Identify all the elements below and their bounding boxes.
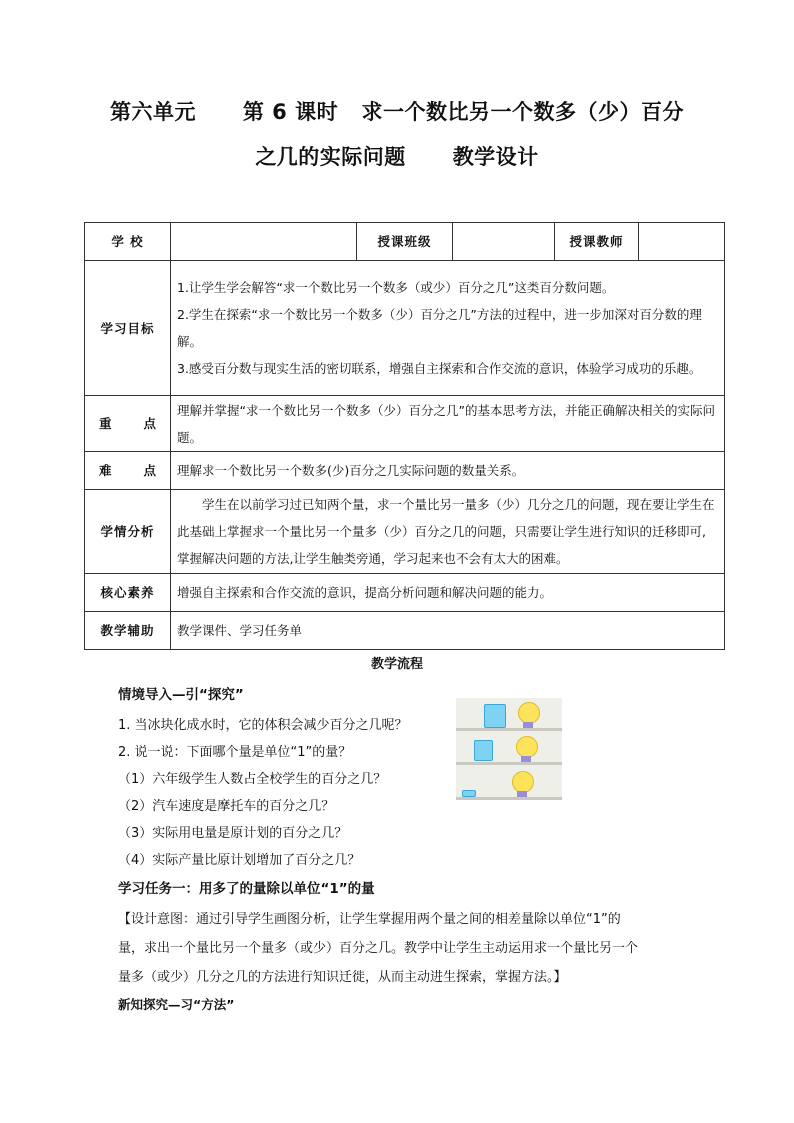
light-bulb-icon [518, 702, 540, 724]
document-title-line2 [0, 141, 794, 171]
topic-label-part2: 之几的实际问题 [255, 145, 406, 169]
table-row-difficulty [85, 452, 725, 490]
design-intent-line: 量，求出一个量比另一个量多（或少）百分之几。教学中让学生主动运用求一个量比另一个 [118, 941, 639, 956]
list-item: 2. 说一说：下面哪个量是单位“1”的量？ [118, 745, 352, 760]
table-row-header [85, 223, 725, 261]
document-title-line1 [0, 96, 794, 126]
goals-label: 学习目标 [85, 261, 171, 396]
aid-label: 教学辅助 [85, 612, 171, 650]
list-item: （1）六年级学生人数占全校学生的百分之几？ [118, 772, 387, 787]
list-item: （2）汽车速度是摩托车的百分之几？ [118, 799, 335, 814]
analysis-text: 学生在以前学习过已知两个量，求一个量比另一量多（少）几分之几的问题，现在要让学生在此基础上掌握求一个量比另一个量多（少）百分之几的问题，只需要让学生进行知识的迁移即可,掌握解决问题的方法,让学生触类旁通，学习起来也不会有太大的困难。 [177, 497, 715, 566]
design-intent [118, 905, 708, 992]
table-row-core [85, 574, 725, 612]
difficulty-text: 理解求一个数比另一个数多(少)百分之几实际问题的数量关系。 [171, 452, 725, 490]
goal-item: 2.学生在探索“求一个数比另一个数多（少）百分之几”方法的过程中，进一步加深对百分数的理解。 [177, 307, 702, 349]
new-knowledge-heading: 新知探究—习“方法” [118, 997, 235, 1012]
design-label: 教学设计 [452, 145, 539, 169]
design-intent-line: 【设计意图：通过引导学生画图分析，让学生掌握用两个量之间的相差量除以单位“1”的 [118, 912, 621, 927]
teacher-label: 授课教师 [555, 223, 639, 261]
key-point-label: 重 点 [85, 396, 171, 452]
core-text: 增强自主探索和合作交流的意识，提高分析问题和解决问题的能力。 [171, 574, 725, 612]
goal-item: 3.感受百分数与现实生活的密切联系，增强自主探索和合作交流的意识，体验学习成功的乐趣。 [177, 361, 702, 376]
table-row-aid [85, 612, 725, 650]
design-intent-line: 量多（或少）几分之几的方法进行知识迁徙，从而主动进生探索，掌握方法。】 [118, 970, 567, 985]
goal-item: 1.让学生学会解答“求一个数比另一个数多（或少）百分之几”这类百分数问题。 [177, 280, 615, 295]
ice-cube-icon [484, 704, 506, 728]
ice-cube-icon [474, 740, 493, 761]
task1-heading: 学习任务一：用多了的量除以单位“1”的量 [118, 881, 375, 897]
list-item: （3）实际用电量是原计划的百分之几？ [118, 826, 348, 841]
class-value[interactable] [453, 223, 555, 261]
analysis-label: 学情分析 [85, 490, 171, 574]
ice-melting-illustration [456, 698, 562, 800]
analysis-cell [171, 490, 725, 574]
intro-question-list [118, 712, 708, 874]
class-label: 授课班级 [357, 223, 453, 261]
topic-label-part1: 求一个数比另一个数多（少）百分 [361, 100, 685, 124]
difficulty-label: 难 点 [85, 452, 171, 490]
table-row-key-point [85, 396, 725, 452]
core-label: 核心素养 [85, 574, 171, 612]
light-bulb-icon [512, 771, 534, 793]
table-row-goals [85, 261, 725, 396]
aid-text: 教学课件、学习任务单 [171, 612, 725, 650]
teacher-value[interactable] [639, 223, 725, 261]
flow-title: 教学流程 [370, 657, 423, 672]
lesson-info-table [84, 222, 725, 650]
section-intro-heading: 情境导入—引“探究” [118, 687, 244, 703]
goals-cell [171, 261, 725, 396]
list-item: 1. 当冰块化成水时，它的体积会减少百分之几呢？ [118, 718, 408, 733]
school-value[interactable] [171, 223, 357, 261]
school-label: 学 校 [85, 223, 171, 261]
unit-label: 第六单元 [109, 100, 196, 124]
list-item: （4）实际产量比原计划增加了百分之几？ [118, 853, 361, 868]
ice-cube-icon [462, 790, 476, 797]
light-bulb-icon [516, 736, 538, 758]
lesson-label: 第 6 课时 [242, 100, 339, 124]
key-point-text: 理解并掌握“求一个数比另一个数多（少）百分之几”的基本思考方法，并能正确解决相关的实际问题。 [171, 396, 725, 452]
table-row-analysis [85, 490, 725, 574]
